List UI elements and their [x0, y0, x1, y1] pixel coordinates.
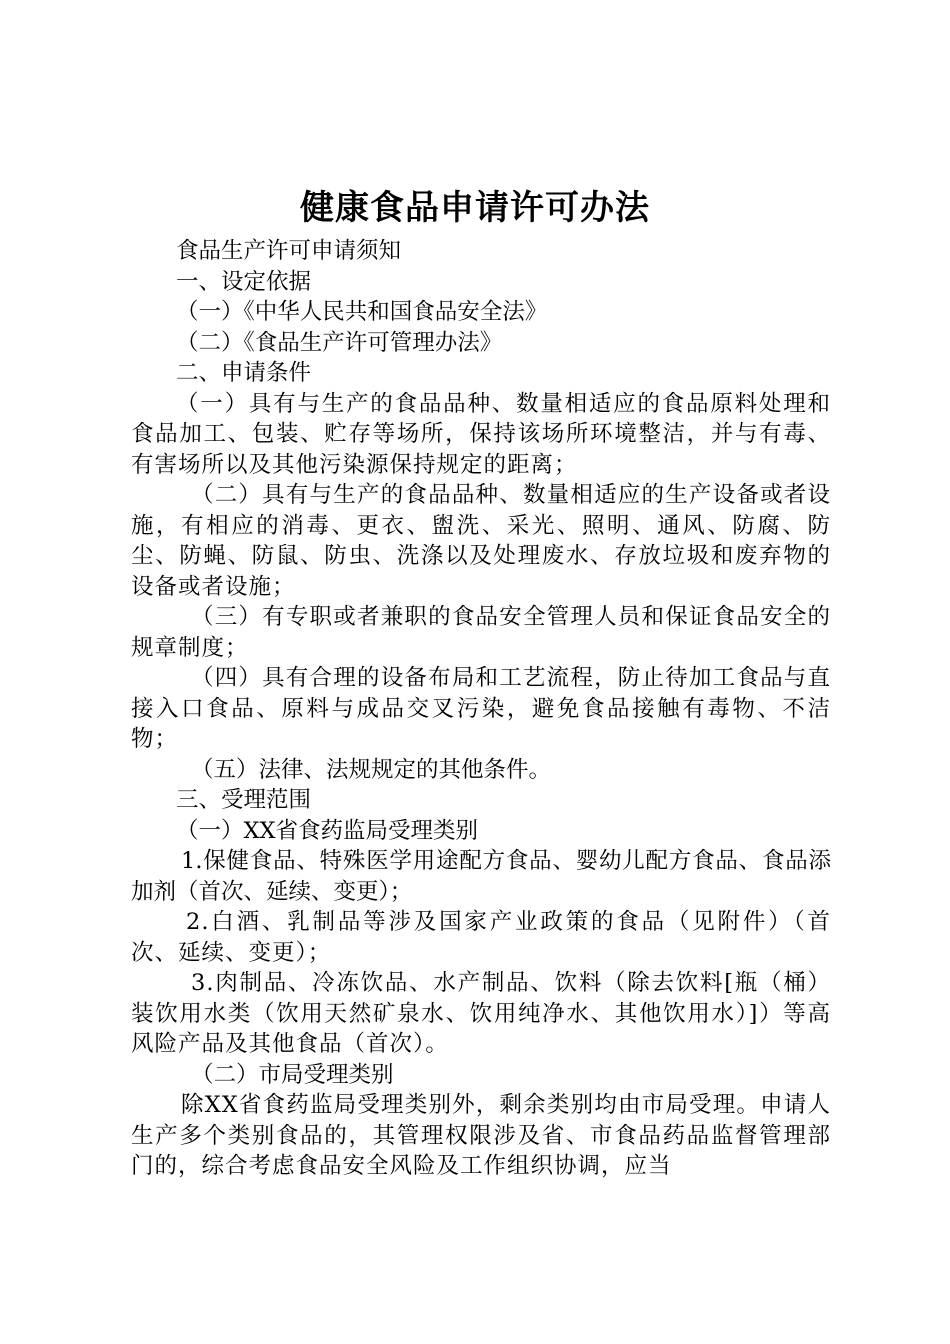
section-heading-conditions: 二、申请条件	[176, 360, 312, 386]
paragraph-scope-province: （一）XX省食药监局受理类别	[176, 817, 479, 844]
paragraph-basis-2: （二）《食品生产许可管理办法》	[176, 329, 503, 356]
paragraph-scope-item-3: 3.肉制品、冷冻饮品、水产制品、饮料（除去饮料[瓶（桶）装饮用水类（饮用天然矿泉水、饮用纯净水、其他饮用水）]）等高风险产品及其他食品（首次）。	[131, 970, 831, 1057]
paragraph-basis-1: （一）《中华人民共和国食品安全法》	[176, 299, 548, 325]
paragraph-scope-city: （二）市局受理类别	[191, 1061, 394, 1088]
document-title: 健康食品申请许可办法	[300, 188, 650, 228]
document-body	[131, 236, 831, 1182]
paragraph-condition-3: （三）有专职或者兼职的食品安全管理人员和保证食品安全的规章制度；	[131, 604, 831, 661]
paragraph-notice-heading: 食品生产许可申请须知	[176, 238, 402, 264]
paragraph-scope-item-2: 2.白酒、乳制品等涉及国家产业政策的食品（见附件）（首次、延续、变更）；	[131, 909, 831, 966]
paragraph-scope-city-detail: 除XX省食药监局受理类别外，剩余类别均由市局受理。申请人生产多个类别食品的，其管理权限涉及省、市食品药品监督管理部门的，综合考虑食品安全风险及工作组织协调，应当	[131, 1092, 831, 1179]
paragraph-condition-4: （四）具有合理的设备布局和工艺流程，防止待加工食品与直接入口食品、原料与成品交叉污染，避免食品接触有毒物、不洁物；	[131, 665, 831, 752]
section-heading-scope: 三、受理范围	[176, 787, 312, 813]
paragraph-condition-5: （五）法律、法规规定的其他条件。	[191, 756, 552, 783]
section-heading-basis: 一、设定依据	[176, 268, 312, 295]
paragraph-condition-1: （一）具有与生产的食品品种、数量相适应的食品原料处理和食品加工、包装、贮存等场所，保持该场所环境整洁，并与有毒、有害场所以及其他污染源保持规定的距离；	[131, 390, 831, 478]
paragraph-condition-2: （二）具有与生产的食品品种、数量相适应的生产设备或者设施，有相应的消毒、更衣、盥洗、采光、照明、通风、防腐、防尘、防蝇、防鼠、防虫、洗涤以及处理废水、存放垃圾和废弃物的设备或者设施；	[131, 482, 831, 600]
paragraph-scope-item-1: 1.保健食品、特殊医学用途配方食品、婴幼儿配方食品、食品添加剂（首次、延续、变更）；	[131, 848, 831, 905]
